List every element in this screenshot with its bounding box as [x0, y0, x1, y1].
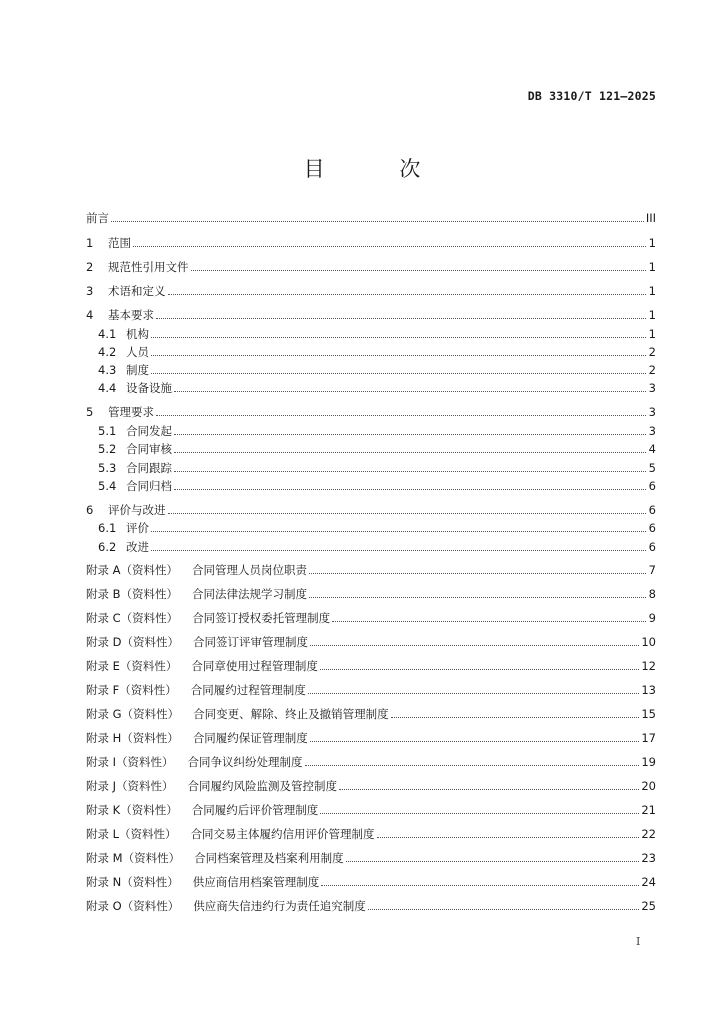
toc-entry-label: 合同履约风险监测及管控制度 — [187, 779, 338, 793]
toc-entry-label: 改进 — [126, 540, 149, 554]
toc-entry[interactable] — [86, 561, 656, 577]
toc-dot-leader — [346, 860, 640, 862]
toc-entry-number: 4.2 — [98, 345, 117, 359]
toc-entry-number: 5.3 — [98, 461, 117, 475]
toc-entry[interactable] — [86, 753, 656, 769]
toc-entry[interactable] — [98, 379, 656, 395]
toc-entry-label: 人员 — [126, 345, 149, 359]
toc-entry-page: 8 — [648, 587, 656, 601]
toc-entry-number: 附录 N（资料性） — [86, 875, 179, 889]
toc-entry-label: 合同履约后评价管理制度 — [191, 803, 319, 817]
toc-entry-label: 合同争议纠纷处理制度 — [187, 755, 303, 769]
toc-entry-page: 13 — [641, 683, 656, 697]
toc-entry[interactable] — [86, 585, 656, 601]
toc-entry-page: 7 — [648, 563, 656, 577]
toc-entry-label: 合同签订评审管理制度 — [193, 635, 309, 649]
toc-entry-page: 15 — [641, 707, 656, 721]
toc-entry-number: 附录 H（资料性） — [86, 731, 179, 745]
toc-entry-label: 评价与改进 — [108, 503, 166, 517]
toc-entry[interactable] — [86, 825, 656, 841]
toc-entry-label: 术语和定义 — [108, 284, 166, 298]
toc-entry-label: 基本要求 — [108, 308, 154, 322]
toc-entry-number: 附录 L（资料性） — [86, 827, 177, 841]
toc-entry-page: 6 — [648, 540, 656, 554]
toc-entry[interactable] — [86, 501, 656, 517]
toc-entry[interactable] — [86, 681, 656, 697]
toc-entry[interactable] — [98, 477, 656, 493]
toc-entry-label: 范围 — [108, 236, 131, 250]
toc-entry[interactable] — [86, 849, 656, 865]
toc-entry-page: 1 — [648, 308, 656, 322]
toc-entry-number: 5.1 — [98, 424, 117, 438]
toc-entry-number: 4 — [86, 308, 94, 322]
toc-entry-page: 12 — [641, 659, 656, 673]
toc-entry-number: 5.4 — [98, 479, 117, 493]
toc-dot-leader — [320, 812, 639, 814]
toc-entry-number: 6.1 — [98, 521, 117, 535]
toc-dot-leader — [156, 414, 646, 416]
toc-entry-label: 合同审核 — [126, 442, 172, 456]
toc-entry-page: 4 — [648, 442, 656, 456]
toc-dot-leader — [391, 716, 640, 718]
toc-entry-number: 附录 G（资料性） — [86, 707, 180, 721]
toc-dot-leader — [308, 692, 640, 694]
toc-dot-leader — [156, 317, 646, 319]
toc-entry-label: 合同变更、解除、终止及撤销管理制度 — [193, 707, 389, 721]
toc-entry-page: 1 — [648, 284, 656, 298]
toc-entry-label: 合同跟踪 — [126, 461, 172, 475]
toc-dot-leader — [310, 740, 640, 742]
toc-title: 目 次 — [303, 157, 455, 181]
toc-entry[interactable] — [86, 801, 656, 817]
toc-entry-label: 供应商信用档案管理制度 — [192, 875, 320, 889]
toc-entry-page: 1 — [648, 327, 656, 341]
toc-dot-leader — [168, 512, 647, 514]
toc-entry-number: 5.2 — [98, 442, 117, 456]
toc-dot-leader — [310, 644, 639, 646]
toc-entry[interactable] — [86, 609, 656, 625]
toc-dot-leader — [151, 336, 646, 338]
toc-entry-number: 4.3 — [98, 363, 117, 377]
toc-entry-label: 合同履约过程管理制度 — [190, 683, 306, 697]
toc-entry-number: 6.2 — [98, 540, 117, 554]
toc-dot-leader — [151, 530, 646, 532]
toc-entry-number: 5 — [86, 405, 94, 419]
toc-entry[interactable] — [98, 538, 656, 554]
toc-entry-label: 规范性引用文件 — [108, 260, 189, 274]
toc-entry-page: 24 — [641, 875, 656, 889]
toc-entry[interactable] — [98, 422, 656, 438]
toc-entry-number: 3 — [86, 284, 94, 298]
toc-dot-leader — [174, 470, 646, 472]
toc-entry-page: 20 — [641, 779, 656, 793]
toc-entry-page: 2 — [648, 363, 656, 377]
toc-dot-leader — [305, 764, 640, 766]
toc-dot-leader — [174, 390, 646, 392]
toc-entry-label: 评价 — [126, 521, 149, 535]
toc-entry-page: 10 — [641, 635, 656, 649]
toc-entry[interactable] — [86, 403, 656, 419]
toc-dot-leader — [332, 620, 646, 622]
toc-entry-page: 1 — [648, 236, 656, 250]
toc-entry-number: 附录 K（资料性） — [86, 803, 178, 817]
toc-entry-page: 9 — [648, 611, 656, 625]
toc-entry-label: 机构 — [126, 327, 149, 341]
toc-entry[interactable] — [98, 343, 656, 359]
toc-entry[interactable] — [86, 209, 656, 225]
toc-entry-number: 2 — [86, 260, 94, 274]
toc-entry[interactable] — [86, 282, 656, 298]
toc-entry[interactable] — [98, 519, 656, 535]
toc-dot-leader — [151, 354, 646, 356]
toc-entry-page: 6 — [648, 521, 656, 535]
toc-dot-leader — [151, 372, 646, 374]
toc-dot-leader — [309, 596, 646, 598]
toc-entry-label: 合同签订授权委托管理制度 — [192, 611, 331, 625]
toc-entry-label: 供应商失信违约行为责任追究制度 — [193, 899, 366, 913]
toc-dot-leader — [339, 788, 639, 790]
toc-entry-label: 管理要求 — [108, 405, 154, 419]
page-folio: I — [636, 935, 641, 948]
toc-entry-label: 合同发起 — [126, 424, 172, 438]
toc-entry-label: 合同章使用过程管理制度 — [191, 659, 318, 673]
toc-entry-label: 合同管理人员岗位职责 — [192, 563, 308, 577]
toc-dot-leader — [111, 220, 644, 222]
toc-dot-leader — [174, 488, 646, 490]
toc-entry[interactable] — [86, 897, 656, 913]
toc-entry-page: 3 — [648, 405, 656, 419]
toc-dot-leader — [377, 836, 640, 838]
toc-dot-leader — [309, 572, 646, 574]
toc-entry-number: 附录 J（资料性） — [86, 779, 174, 793]
toc-entry-label: 合同归档 — [126, 479, 172, 493]
document-header-code: DB 3310/T 121—2025 — [527, 89, 656, 103]
toc-entry-label: 合同交易主体履约信用评价管理制度 — [190, 827, 375, 841]
toc-entry[interactable] — [98, 361, 656, 377]
toc-entry-label: 合同履约保证管理制度 — [192, 731, 308, 745]
toc-entry[interactable] — [98, 459, 656, 475]
toc-dot-leader — [174, 433, 646, 435]
toc-entry[interactable] — [86, 306, 656, 322]
toc-entry-page: 3 — [648, 424, 656, 438]
toc-entry-number: 1 — [86, 236, 94, 250]
toc-entry-label: 合同档案管理及档案利用制度 — [194, 851, 344, 865]
toc-entry-number: 附录 C（资料性） — [86, 611, 179, 625]
toc-entry-page: 25 — [641, 899, 656, 913]
toc-entry-page: 23 — [641, 851, 656, 865]
toc-entry-page: 6 — [648, 479, 656, 493]
toc-dot-leader — [368, 908, 640, 910]
toc-entry[interactable] — [86, 633, 656, 649]
toc-entry-number: 附录 I（资料性） — [86, 755, 174, 769]
toc-entry-page: 21 — [641, 803, 656, 817]
toc-dot-leader — [151, 549, 646, 551]
toc-entry-number: 附录 F（资料性） — [86, 683, 177, 697]
toc-entry-label: 设备设施 — [126, 381, 172, 395]
toc-entry-number: 附录 B（资料性） — [86, 587, 179, 601]
toc-entry-number: 附录 E（资料性） — [86, 659, 178, 673]
toc-entry[interactable] — [86, 657, 656, 673]
toc-entry[interactable] — [98, 325, 656, 341]
toc-entry-page: III — [645, 211, 656, 225]
toc-entry-page: 6 — [648, 503, 656, 517]
toc-dot-leader — [321, 884, 639, 886]
toc-entry-label: 合同法律法规学习制度 — [192, 587, 308, 601]
toc-entry[interactable] — [86, 873, 656, 889]
toc-entry-page: 22 — [641, 827, 656, 841]
toc-entry-page: 5 — [648, 461, 656, 475]
toc-entry-page: 17 — [641, 731, 656, 745]
toc-dot-leader — [168, 293, 647, 295]
toc-entry-number: 4.1 — [98, 327, 117, 341]
toc-dot-leader — [191, 269, 647, 271]
toc-entry-page: 1 — [648, 260, 656, 274]
toc-entry-number: 4.4 — [98, 381, 117, 395]
toc-entry-label: 前言 — [86, 211, 109, 225]
toc-entry-page: 3 — [648, 381, 656, 395]
toc-entry[interactable] — [86, 258, 656, 274]
toc-entry[interactable] — [86, 729, 656, 745]
toc-dot-leader — [133, 245, 646, 247]
toc-entry-page: 2 — [648, 345, 656, 359]
toc-entry[interactable] — [86, 777, 656, 793]
toc-entry-number: 附录 M（资料性） — [86, 851, 181, 865]
toc-entry[interactable] — [86, 234, 656, 250]
toc-entry-page: 19 — [641, 755, 656, 769]
toc-entry-number: 6 — [86, 503, 94, 517]
toc-entry-number: 附录 A（资料性） — [86, 563, 179, 577]
toc-dot-leader — [320, 668, 639, 670]
toc-entry[interactable] — [86, 705, 656, 721]
toc-entry-number: 附录 D（资料性） — [86, 635, 180, 649]
toc-entry-number: 附录 O（资料性） — [86, 899, 180, 913]
toc-entry[interactable] — [98, 440, 656, 456]
toc-dot-leader — [174, 451, 646, 453]
toc-entry-label: 制度 — [126, 363, 149, 377]
